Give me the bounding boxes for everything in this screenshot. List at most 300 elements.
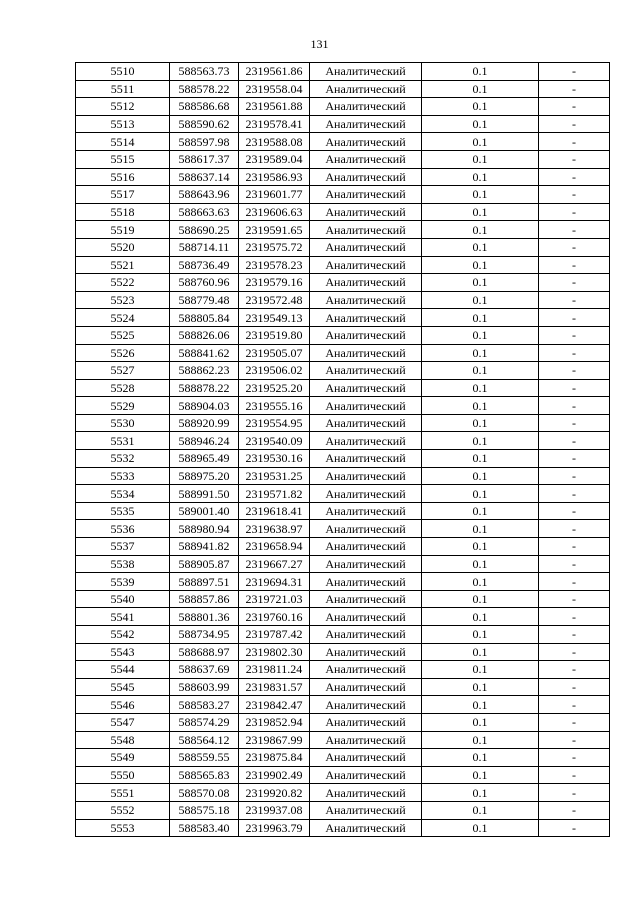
- point-number-cell: 5549: [76, 749, 170, 767]
- note-cell: -: [539, 766, 610, 784]
- note-cell: -: [539, 502, 610, 520]
- point-number-cell: 5515: [76, 150, 170, 168]
- note-cell: -: [539, 256, 610, 274]
- table-row: [76, 256, 610, 274]
- x-coordinate-cell: 588578.22: [170, 80, 239, 98]
- table-row: [76, 168, 610, 186]
- method-cell: Аналитический: [310, 502, 422, 520]
- note-cell: -: [539, 291, 610, 309]
- x-coordinate-cell: 588574.29: [170, 713, 239, 731]
- accuracy-cell: 0.1: [422, 203, 539, 221]
- x-coordinate-cell: 588643.96: [170, 186, 239, 204]
- point-number-cell: 5542: [76, 626, 170, 644]
- method-cell: Аналитический: [310, 731, 422, 749]
- method-cell: Аналитический: [310, 414, 422, 432]
- x-coordinate-cell: 588805.84: [170, 309, 239, 327]
- table-row: [76, 133, 610, 151]
- table-row: [76, 766, 610, 784]
- note-cell: -: [539, 590, 610, 608]
- method-cell: Аналитический: [310, 713, 422, 731]
- table-body: [76, 63, 610, 837]
- note-cell: -: [539, 326, 610, 344]
- table-row: [76, 696, 610, 714]
- point-number-cell: 5528: [76, 379, 170, 397]
- table-row: [76, 63, 610, 81]
- table-row: [76, 80, 610, 98]
- y-coordinate-cell: 2319571.82: [239, 485, 310, 503]
- table-row: [76, 643, 610, 661]
- method-cell: Аналитический: [310, 626, 422, 644]
- table-row: [76, 309, 610, 327]
- accuracy-cell: 0.1: [422, 590, 539, 608]
- note-cell: -: [539, 63, 610, 81]
- x-coordinate-cell: 588564.12: [170, 731, 239, 749]
- x-coordinate-cell: 588904.03: [170, 397, 239, 415]
- point-number-cell: 5540: [76, 590, 170, 608]
- method-cell: Аналитический: [310, 80, 422, 98]
- note-cell: -: [539, 150, 610, 168]
- accuracy-cell: 0.1: [422, 678, 539, 696]
- accuracy-cell: 0.1: [422, 186, 539, 204]
- method-cell: Аналитический: [310, 819, 422, 837]
- method-cell: Аналитический: [310, 661, 422, 679]
- note-cell: -: [539, 238, 610, 256]
- accuracy-cell: 0.1: [422, 713, 539, 731]
- y-coordinate-cell: 2319694.31: [239, 573, 310, 591]
- point-number-cell: 5537: [76, 538, 170, 556]
- point-number-cell: 5546: [76, 696, 170, 714]
- method-cell: Аналитический: [310, 326, 422, 344]
- note-cell: -: [539, 432, 610, 450]
- note-cell: -: [539, 467, 610, 485]
- accuracy-cell: 0.1: [422, 414, 539, 432]
- table-row: [76, 520, 610, 538]
- method-cell: Аналитический: [310, 801, 422, 819]
- point-number-cell: 5522: [76, 274, 170, 292]
- table-row: [76, 203, 610, 221]
- x-coordinate-cell: 588590.62: [170, 115, 239, 133]
- y-coordinate-cell: 2319618.41: [239, 502, 310, 520]
- method-cell: Аналитический: [310, 467, 422, 485]
- y-coordinate-cell: 2319937.08: [239, 801, 310, 819]
- x-coordinate-cell: 588920.99: [170, 414, 239, 432]
- note-cell: -: [539, 608, 610, 626]
- point-number-cell: 5523: [76, 291, 170, 309]
- point-number-cell: 5535: [76, 502, 170, 520]
- x-coordinate-cell: 588991.50: [170, 485, 239, 503]
- x-coordinate-cell: 588736.49: [170, 256, 239, 274]
- page-number: 131: [310, 37, 329, 51]
- table-row: [76, 590, 610, 608]
- y-coordinate-cell: 2319555.16: [239, 397, 310, 415]
- method-cell: Аналитический: [310, 749, 422, 767]
- point-number-cell: 5516: [76, 168, 170, 186]
- point-number-cell: 5532: [76, 450, 170, 468]
- method-cell: Аналитический: [310, 678, 422, 696]
- method-cell: Аналитический: [310, 362, 422, 380]
- note-cell: -: [539, 133, 610, 151]
- note-cell: -: [539, 485, 610, 503]
- point-number-cell: 5514: [76, 133, 170, 151]
- table-row: [76, 678, 610, 696]
- method-cell: Аналитический: [310, 291, 422, 309]
- x-coordinate-cell: 588857.86: [170, 590, 239, 608]
- method-cell: Аналитический: [310, 696, 422, 714]
- point-number-cell: 5543: [76, 643, 170, 661]
- y-coordinate-cell: 2319802.30: [239, 643, 310, 661]
- table-row: [76, 397, 610, 415]
- y-coordinate-cell: 2319578.23: [239, 256, 310, 274]
- point-number-cell: 5529: [76, 397, 170, 415]
- y-coordinate-cell: 2319658.94: [239, 538, 310, 556]
- accuracy-cell: 0.1: [422, 168, 539, 186]
- note-cell: -: [539, 749, 610, 767]
- accuracy-cell: 0.1: [422, 502, 539, 520]
- note-cell: -: [539, 520, 610, 538]
- note-cell: -: [539, 115, 610, 133]
- x-coordinate-cell: 588617.37: [170, 150, 239, 168]
- accuracy-cell: 0.1: [422, 256, 539, 274]
- table-row: [76, 502, 610, 520]
- note-cell: -: [539, 344, 610, 362]
- accuracy-cell: 0.1: [422, 608, 539, 626]
- point-number-cell: 5547: [76, 713, 170, 731]
- note-cell: -: [539, 819, 610, 837]
- method-cell: Аналитический: [310, 168, 422, 186]
- note-cell: -: [539, 450, 610, 468]
- note-cell: -: [539, 731, 610, 749]
- note-cell: -: [539, 397, 610, 415]
- method-cell: Аналитический: [310, 98, 422, 116]
- x-coordinate-cell: 588570.08: [170, 784, 239, 802]
- note-cell: -: [539, 643, 610, 661]
- point-number-cell: 5524: [76, 309, 170, 327]
- y-coordinate-cell: 2319831.57: [239, 678, 310, 696]
- note-cell: -: [539, 573, 610, 591]
- point-number-cell: 5510: [76, 63, 170, 81]
- accuracy-cell: 0.1: [422, 150, 539, 168]
- accuracy-cell: 0.1: [422, 221, 539, 239]
- y-coordinate-cell: 2319530.16: [239, 450, 310, 468]
- y-coordinate-cell: 2319579.16: [239, 274, 310, 292]
- y-coordinate-cell: 2319811.24: [239, 661, 310, 679]
- note-cell: -: [539, 186, 610, 204]
- table-row: [76, 608, 610, 626]
- x-coordinate-cell: 588941.82: [170, 538, 239, 556]
- y-coordinate-cell: 2319902.49: [239, 766, 310, 784]
- method-cell: Аналитический: [310, 485, 422, 503]
- x-coordinate-cell: 588965.49: [170, 450, 239, 468]
- table-row: [76, 98, 610, 116]
- accuracy-cell: 0.1: [422, 555, 539, 573]
- x-coordinate-cell: 588663.63: [170, 203, 239, 221]
- point-number-cell: 5541: [76, 608, 170, 626]
- method-cell: Аналитический: [310, 450, 422, 468]
- note-cell: -: [539, 362, 610, 380]
- point-number-cell: 5519: [76, 221, 170, 239]
- y-coordinate-cell: 2319578.41: [239, 115, 310, 133]
- note-cell: -: [539, 309, 610, 327]
- note-cell: -: [539, 801, 610, 819]
- table-row: [76, 555, 610, 573]
- y-coordinate-cell: 2319558.04: [239, 80, 310, 98]
- y-coordinate-cell: 2319554.95: [239, 414, 310, 432]
- accuracy-cell: 0.1: [422, 63, 539, 81]
- table-row: [76, 274, 610, 292]
- x-coordinate-cell: 588690.25: [170, 221, 239, 239]
- coordinates-table: [75, 62, 610, 837]
- x-coordinate-cell: 588688.97: [170, 643, 239, 661]
- table-row: [76, 661, 610, 679]
- x-coordinate-cell: 588878.22: [170, 379, 239, 397]
- method-cell: Аналитический: [310, 784, 422, 802]
- y-coordinate-cell: 2319787.42: [239, 626, 310, 644]
- point-number-cell: 5530: [76, 414, 170, 432]
- note-cell: -: [539, 678, 610, 696]
- point-number-cell: 5539: [76, 573, 170, 591]
- accuracy-cell: 0.1: [422, 749, 539, 767]
- accuracy-cell: 0.1: [422, 696, 539, 714]
- method-cell: Аналитический: [310, 221, 422, 239]
- accuracy-cell: 0.1: [422, 344, 539, 362]
- y-coordinate-cell: 2319549.13: [239, 309, 310, 327]
- y-coordinate-cell: 2319505.07: [239, 344, 310, 362]
- method-cell: Аналитический: [310, 203, 422, 221]
- accuracy-cell: 0.1: [422, 274, 539, 292]
- point-number-cell: 5536: [76, 520, 170, 538]
- method-cell: Аналитический: [310, 520, 422, 538]
- note-cell: -: [539, 80, 610, 98]
- x-coordinate-cell: 588575.18: [170, 801, 239, 819]
- x-coordinate-cell: 588826.06: [170, 326, 239, 344]
- method-cell: Аналитический: [310, 555, 422, 573]
- accuracy-cell: 0.1: [422, 362, 539, 380]
- x-coordinate-cell: 588583.40: [170, 819, 239, 837]
- table-row: [76, 326, 610, 344]
- method-cell: Аналитический: [310, 274, 422, 292]
- y-coordinate-cell: 2319525.20: [239, 379, 310, 397]
- point-number-cell: 5526: [76, 344, 170, 362]
- accuracy-cell: 0.1: [422, 626, 539, 644]
- x-coordinate-cell: 588637.14: [170, 168, 239, 186]
- method-cell: Аналитический: [310, 133, 422, 151]
- note-cell: -: [539, 98, 610, 116]
- point-number-cell: 5512: [76, 98, 170, 116]
- x-coordinate-cell: 588946.24: [170, 432, 239, 450]
- y-coordinate-cell: 2319588.08: [239, 133, 310, 151]
- note-cell: -: [539, 274, 610, 292]
- y-coordinate-cell: 2319760.16: [239, 608, 310, 626]
- method-cell: Аналитический: [310, 766, 422, 784]
- table-row: [76, 731, 610, 749]
- x-coordinate-cell: 588975.20: [170, 467, 239, 485]
- table-row: [76, 801, 610, 819]
- table-row: [76, 467, 610, 485]
- method-cell: Аналитический: [310, 63, 422, 81]
- accuracy-cell: 0.1: [422, 643, 539, 661]
- point-number-cell: 5511: [76, 80, 170, 98]
- y-coordinate-cell: 2319963.79: [239, 819, 310, 837]
- method-cell: Аналитический: [310, 344, 422, 362]
- accuracy-cell: 0.1: [422, 520, 539, 538]
- table-row: [76, 238, 610, 256]
- point-number-cell: 5513: [76, 115, 170, 133]
- point-number-cell: 5517: [76, 186, 170, 204]
- accuracy-cell: 0.1: [422, 661, 539, 679]
- accuracy-cell: 0.1: [422, 80, 539, 98]
- y-coordinate-cell: 2319920.82: [239, 784, 310, 802]
- note-cell: -: [539, 538, 610, 556]
- accuracy-cell: 0.1: [422, 309, 539, 327]
- accuracy-cell: 0.1: [422, 485, 539, 503]
- method-cell: Аналитический: [310, 115, 422, 133]
- table-row: [76, 414, 610, 432]
- method-cell: Аналитический: [310, 608, 422, 626]
- table-row: [76, 344, 610, 362]
- x-coordinate-cell: 588603.99: [170, 678, 239, 696]
- method-cell: Аналитический: [310, 538, 422, 556]
- y-coordinate-cell: 2319561.88: [239, 98, 310, 116]
- method-cell: Аналитический: [310, 432, 422, 450]
- x-coordinate-cell: 588862.23: [170, 362, 239, 380]
- note-cell: -: [539, 713, 610, 731]
- accuracy-cell: 0.1: [422, 450, 539, 468]
- method-cell: Аналитический: [310, 643, 422, 661]
- y-coordinate-cell: 2319721.03: [239, 590, 310, 608]
- point-number-cell: 5534: [76, 485, 170, 503]
- note-cell: -: [539, 414, 610, 432]
- table-row: [76, 749, 610, 767]
- note-cell: -: [539, 221, 610, 239]
- table-row: [76, 379, 610, 397]
- x-coordinate-cell: 588586.68: [170, 98, 239, 116]
- method-cell: Аналитический: [310, 573, 422, 591]
- accuracy-cell: 0.1: [422, 432, 539, 450]
- accuracy-cell: 0.1: [422, 784, 539, 802]
- table-row: [76, 626, 610, 644]
- method-cell: Аналитический: [310, 590, 422, 608]
- accuracy-cell: 0.1: [422, 98, 539, 116]
- point-number-cell: 5551: [76, 784, 170, 802]
- accuracy-cell: 0.1: [422, 326, 539, 344]
- note-cell: -: [539, 626, 610, 644]
- y-coordinate-cell: 2319606.63: [239, 203, 310, 221]
- x-coordinate-cell: 588980.94: [170, 520, 239, 538]
- accuracy-cell: 0.1: [422, 573, 539, 591]
- method-cell: Аналитический: [310, 397, 422, 415]
- table-row: [76, 186, 610, 204]
- table-row: [76, 291, 610, 309]
- point-number-cell: 5550: [76, 766, 170, 784]
- note-cell: -: [539, 168, 610, 186]
- x-coordinate-cell: 588714.11: [170, 238, 239, 256]
- method-cell: Аналитический: [310, 238, 422, 256]
- accuracy-cell: 0.1: [422, 397, 539, 415]
- method-cell: Аналитический: [310, 150, 422, 168]
- x-coordinate-cell: 588637.69: [170, 661, 239, 679]
- point-number-cell: 5518: [76, 203, 170, 221]
- y-coordinate-cell: 2319875.84: [239, 749, 310, 767]
- table-row: [76, 538, 610, 556]
- accuracy-cell: 0.1: [422, 766, 539, 784]
- x-coordinate-cell: 588583.27: [170, 696, 239, 714]
- y-coordinate-cell: 2319561.86: [239, 63, 310, 81]
- table-row: [76, 485, 610, 503]
- y-coordinate-cell: 2319586.93: [239, 168, 310, 186]
- accuracy-cell: 0.1: [422, 819, 539, 837]
- table-row: [76, 573, 610, 591]
- method-cell: Аналитический: [310, 309, 422, 327]
- y-coordinate-cell: 2319506.02: [239, 362, 310, 380]
- note-cell: -: [539, 784, 610, 802]
- point-number-cell: 5553: [76, 819, 170, 837]
- x-coordinate-cell: 588897.51: [170, 573, 239, 591]
- y-coordinate-cell: 2319852.94: [239, 713, 310, 731]
- x-coordinate-cell: 588559.55: [170, 749, 239, 767]
- note-cell: -: [539, 696, 610, 714]
- x-coordinate-cell: 588563.73: [170, 63, 239, 81]
- note-cell: -: [539, 379, 610, 397]
- table-row: [76, 362, 610, 380]
- x-coordinate-cell: 588565.83: [170, 766, 239, 784]
- point-number-cell: 5527: [76, 362, 170, 380]
- point-number-cell: 5533: [76, 467, 170, 485]
- y-coordinate-cell: 2319589.04: [239, 150, 310, 168]
- note-cell: -: [539, 555, 610, 573]
- accuracy-cell: 0.1: [422, 379, 539, 397]
- x-coordinate-cell: 588801.36: [170, 608, 239, 626]
- point-number-cell: 5538: [76, 555, 170, 573]
- y-coordinate-cell: 2319519.80: [239, 326, 310, 344]
- point-number-cell: 5544: [76, 661, 170, 679]
- y-coordinate-cell: 2319572.48: [239, 291, 310, 309]
- point-number-cell: 5531: [76, 432, 170, 450]
- y-coordinate-cell: 2319667.27: [239, 555, 310, 573]
- point-number-cell: 5548: [76, 731, 170, 749]
- table-row: [76, 713, 610, 731]
- table-row: [76, 115, 610, 133]
- accuracy-cell: 0.1: [422, 801, 539, 819]
- method-cell: Аналитический: [310, 186, 422, 204]
- accuracy-cell: 0.1: [422, 115, 539, 133]
- note-cell: -: [539, 661, 610, 679]
- table-row: [76, 150, 610, 168]
- table-row: [76, 819, 610, 837]
- table-row: [76, 221, 610, 239]
- y-coordinate-cell: 2319531.25: [239, 467, 310, 485]
- accuracy-cell: 0.1: [422, 291, 539, 309]
- x-coordinate-cell: 588760.96: [170, 274, 239, 292]
- point-number-cell: 5521: [76, 256, 170, 274]
- y-coordinate-cell: 2319867.99: [239, 731, 310, 749]
- y-coordinate-cell: 2319638.97: [239, 520, 310, 538]
- point-number-cell: 5520: [76, 238, 170, 256]
- y-coordinate-cell: 2319601.77: [239, 186, 310, 204]
- point-number-cell: 5545: [76, 678, 170, 696]
- x-coordinate-cell: 588779.48: [170, 291, 239, 309]
- table-row: [76, 784, 610, 802]
- method-cell: Аналитический: [310, 379, 422, 397]
- x-coordinate-cell: 588905.87: [170, 555, 239, 573]
- y-coordinate-cell: 2319591.65: [239, 221, 310, 239]
- y-coordinate-cell: 2319575.72: [239, 238, 310, 256]
- point-number-cell: 5552: [76, 801, 170, 819]
- y-coordinate-cell: 2319842.47: [239, 696, 310, 714]
- method-cell: Аналитический: [310, 256, 422, 274]
- x-coordinate-cell: 588841.62: [170, 344, 239, 362]
- accuracy-cell: 0.1: [422, 731, 539, 749]
- note-cell: -: [539, 203, 610, 221]
